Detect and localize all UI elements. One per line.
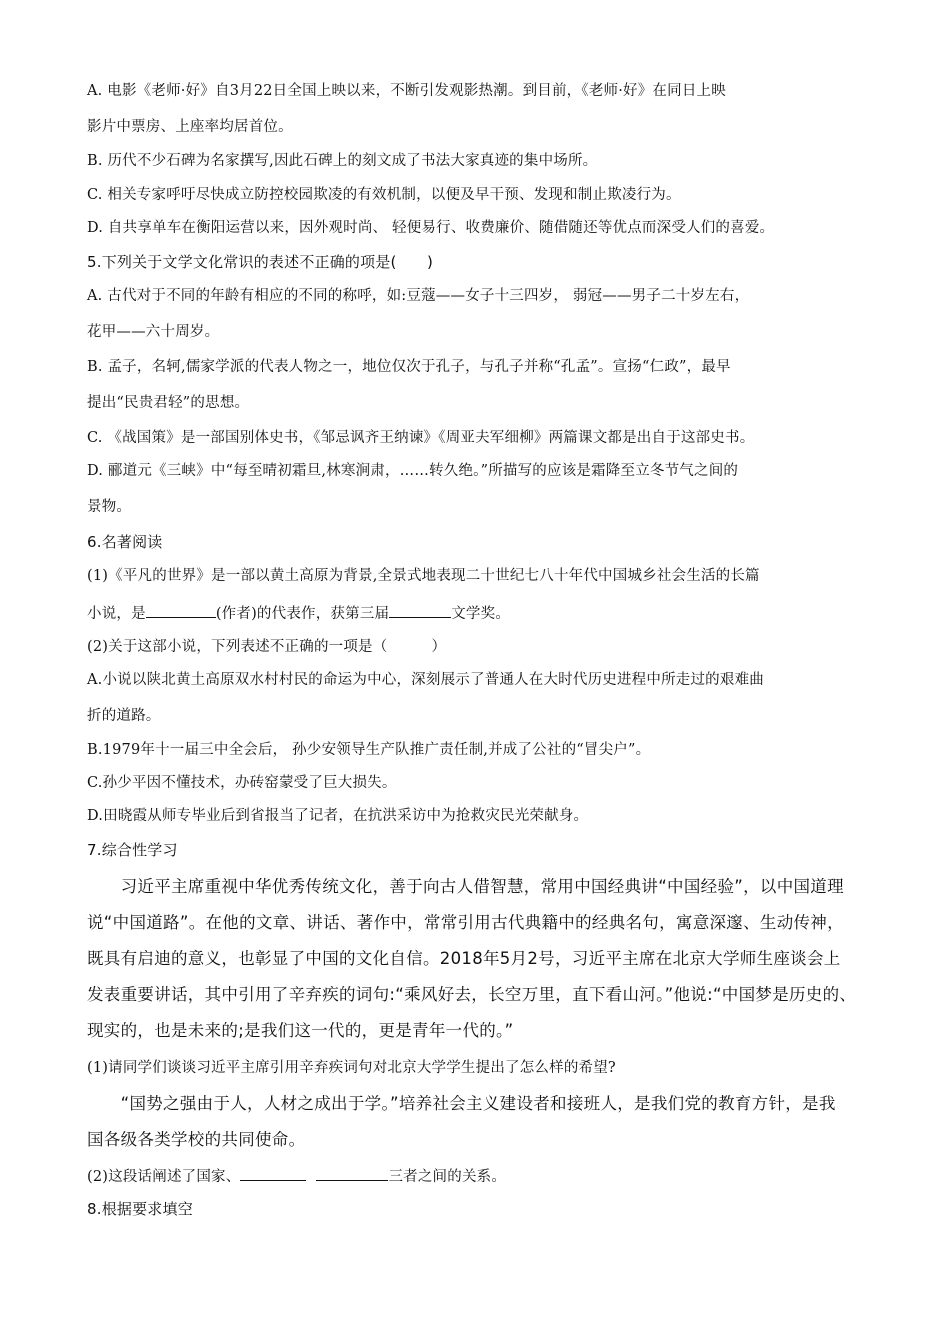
q4-option-c: C. 相关专家呼吁尽快成立防控校园欺凌的有效机制，以便及早干预、发现和制止欺凌行为。 bbox=[87, 187, 681, 203]
q4-option-a-cont: 影片中票房、上座率均居首位。 bbox=[87, 119, 293, 135]
q6-part1: (1)《平凡的世界》是一部以黄土高原为背景,全景式地表现二十世纪七八十年代中国城乡社会生活的长篇 bbox=[87, 568, 760, 584]
q7-sub-question-2 bbox=[87, 1166, 506, 1187]
q5-title: 5.下列关于文学文化常识的表述不正确的项是( ) bbox=[87, 253, 434, 271]
q6-option-b: B.1979年十一届三中全会后， 孙少安领导生产队推广责任制,并成了公社的“冒尖户”。 bbox=[87, 742, 651, 758]
q7-sub2-text-a: (2)这段话阐述了国家、 bbox=[87, 1169, 241, 1185]
q7-paragraph-line: 发表重要讲话，其中引用了辛弃疾的词句:“乘风好去，长空万里，直下看山河。”他说:“中国梦是历史的、 bbox=[87, 985, 857, 1004]
q7-quote-line: 国各级各类学校的共同使命。 bbox=[87, 1130, 306, 1149]
q4-option-b: B. 历代不少石碑为名家撰写,因此石碑上的刻文成了书法大家真迹的集中场所。 bbox=[87, 153, 598, 169]
q8-title: 8.根据要求填空 bbox=[87, 1200, 193, 1218]
q5-option-a: A. 古代对于不同的年龄有相应的不同的称呼，如:豆蔻——女子十三四岁， 弱冠——男子二十岁左右， bbox=[87, 288, 750, 304]
q5-option-b: B. 孟子，名轲,儒家学派的代表人物之一，地位仅次于孔子，与孔子并称“孔孟”。宣扬“仁政”，最早 bbox=[87, 359, 731, 375]
q7-paragraph-line: 习近平主席重视中华优秀传统文化，善于向古人借智慧，常用中国经典讲“中国经验”，以中国道理 bbox=[87, 877, 844, 896]
q6-part2: (2)关于这部小说，下列表述不正确的一项是（ ） bbox=[87, 639, 447, 655]
q6-option-c: C.孙少平因不懂技术，办砖窑蒙受了巨大损失。 bbox=[87, 775, 397, 791]
author-answer-blank[interactable] bbox=[146, 603, 216, 618]
q7-paragraph-line: 说“中国道路”。在他的文章、讲话、著作中，常常引用古代典籍中的经典名句，寓意深邃、生动传神， bbox=[87, 913, 844, 932]
q4-option-d: D. 自共享单车在衡阳运营以来，因外观时尚、 轻便易行、收费廉价、随借随还等优点而深受人们的喜爱。 bbox=[87, 220, 775, 236]
q6-option-d: D.田晓霞从师专毕业后到省报当了记者，在抗洪采访中为抢救灾民光荣献身。 bbox=[87, 808, 589, 824]
q6-part1-text-b: (作者)的代表作，获第三届 bbox=[215, 606, 390, 622]
q6-part1-text-a: 小说，是 bbox=[87, 606, 146, 622]
q6-part1-text-c: 文学奖。 bbox=[451, 606, 511, 622]
q7-sub2-text-b: 三者之间的关系。 bbox=[388, 1169, 507, 1185]
q7-paragraph-line: 现实的，也是未来的;是我们这一代的，更是青年一代的。” bbox=[87, 1021, 514, 1040]
q5-option-d-cont: 景物。 bbox=[87, 499, 132, 515]
q5-option-a-cont: 花甲——六十周岁。 bbox=[87, 324, 220, 340]
q6-part1-cont bbox=[87, 603, 510, 624]
q7-paragraph-line: 既具有启迪的意义，也彰显了中国的文化自信。2018年5月2号，习近平主席在北京大学师生座谈会上 bbox=[87, 949, 841, 968]
q7-title: 7.综合性学习 bbox=[87, 841, 178, 859]
award-answer-blank[interactable] bbox=[389, 603, 451, 618]
q5-option-c: C. 《战国策》是一部国别体史书，《邹忌讽齐王纳谏》《周亚夫军细柳》两篇课文都是出自于这部史书。 bbox=[87, 430, 755, 446]
q7-quote-line: “国势之强由于人，人材之成出于学。”培养社会主义建设者和接班人，是我们党的教育方针，是我 bbox=[87, 1094, 836, 1113]
q7-sub-question-1: (1)请同学们谈谈习近平主席引用辛弃疾词句对北京大学学生提出了怎么样的希望? bbox=[87, 1060, 616, 1076]
q5-option-d: D. 郦道元《三峡》中“每至晴初霜旦,林寒涧肃，……转久绝。”所描写的应该是霜降至立冬节气之间的 bbox=[87, 463, 739, 479]
answer-blank-2[interactable] bbox=[316, 1166, 388, 1181]
q6-option-a-cont: 折的道路。 bbox=[87, 708, 161, 724]
answer-blank-1[interactable] bbox=[240, 1166, 306, 1181]
q5-option-b-cont: 提出“民贵君轻”的思想。 bbox=[87, 395, 250, 411]
q6-title: 6.名著阅读 bbox=[87, 533, 163, 551]
q4-option-a: A. 电影《老师·好》自3月22日全国上映以来，不断引发观影热潮。到目前，《老师·好》在同日上映 bbox=[87, 83, 726, 99]
q6-option-a: A.小说以陕北黄土高原双水村村民的命运为中心，深刻展示了普通人在大时代历史进程中所走过的艰难曲 bbox=[87, 672, 764, 688]
